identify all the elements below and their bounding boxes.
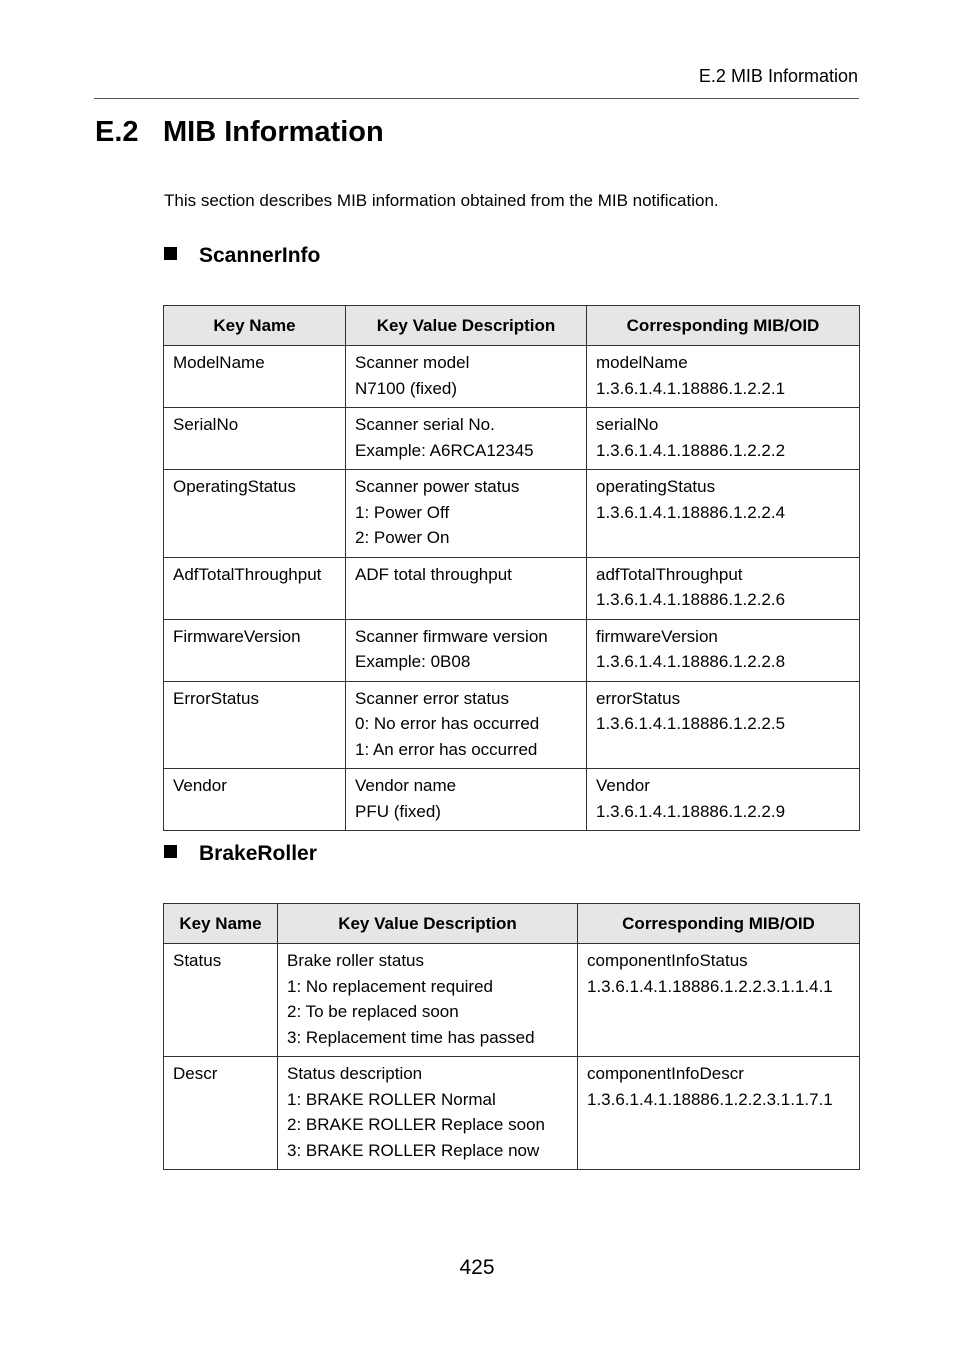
section-title [95,116,384,149]
key-value-description-cell [346,346,587,408]
cell-line: operatingStatus [596,477,716,496]
cell-line: N7100 (fixed) [355,378,458,398]
mib-oid-cell [587,557,860,619]
cell-line: Example: 0B08 [355,652,471,671]
cell-line: Scanner firmware version [355,626,548,646]
cell-line: Status description [287,1064,423,1083]
cell-line: 1: An error has occurred [355,739,538,759]
square-bullet-icon [164,247,177,260]
table-row [164,1057,860,1170]
cell-line: 1: BRAKE ROLLER Normal [287,1089,496,1109]
column-header: Key Name [164,306,346,346]
table-row [164,681,860,769]
header-divider [94,98,859,99]
column-header: Key Value Description [278,904,578,944]
key-name-cell: Status [164,944,278,1057]
key-name-cell: Vendor [164,769,346,831]
column-header: Key Name [164,904,278,944]
mib-oid-cell [587,619,860,681]
key-value-description-cell [346,619,587,681]
cell-line: Vendor [596,776,650,795]
table-header-row [164,306,860,346]
cell-line: errorStatus [596,688,681,708]
square-bullet-icon [164,845,177,858]
cell-line: Brake roller status [287,951,424,970]
cell-line: 3: Replacement time has passed [287,1027,535,1047]
cell-line: Example: A6RCA12345 [355,440,534,460]
column-header: Corresponding MIB/OID [578,904,860,944]
key-name-cell: OperatingStatus [164,470,346,558]
column-header: Corresponding MIB/OID [587,306,860,346]
key-value-description-cell [346,470,587,558]
cell-line: 1.3.6.1.4.1.18886.1.2.2.3.1.1.4.1 [587,976,833,996]
mib-oid-cell [587,408,860,470]
table-row [164,470,860,558]
cell-line: Scanner serial No. [355,415,495,434]
cell-line: 1.3.6.1.4.1.18886.1.2.2.2 [596,440,786,460]
key-name-cell: AdfTotalThroughput [164,557,346,619]
key-value-description-cell [346,408,587,470]
key-value-description-cell [278,1057,578,1170]
cell-line: 1.3.6.1.4.1.18886.1.2.2.4 [596,502,786,522]
table-row [164,557,860,619]
key-value-description-cell [278,944,578,1057]
brakeroller-heading [164,842,317,866]
cell-line: 0: No error has occurred [355,714,540,733]
scannerinfo-heading-text: ScannerInfo [199,244,321,267]
key-name-cell: ErrorStatus [164,681,346,769]
table-header-row [164,904,860,944]
running-header: E.2 MIB Information [698,66,858,86]
key-value-description-cell [346,557,587,619]
scannerinfo-table [163,305,860,831]
key-value-description-cell [346,769,587,831]
mib-oid-cell [587,681,860,769]
cell-line: firmwareVersion [596,626,718,646]
cell-line: Scanner power status [355,477,520,496]
cell-line: 2: BRAKE ROLLER Replace soon [287,1115,545,1134]
cell-line: 1: Power Off [355,502,450,522]
table-row [164,619,860,681]
key-name-cell: FirmwareVersion [164,619,346,681]
section-number: E.2 [95,116,139,148]
cell-line: componentInfoDescr [587,1064,744,1083]
brakeroller-table [163,903,860,1170]
cell-line: 1.3.6.1.4.1.18886.1.2.2.3.1.1.7.1 [587,1089,833,1109]
cell-line: 1.3.6.1.4.1.18886.1.2.2.1 [596,378,786,398]
intro-paragraph: This section describes MIB information obtained from the MIB notification. [164,191,719,210]
cell-line: 2: Power On [355,528,450,547]
column-header: Key Value Description [346,306,587,346]
cell-line: Scanner model [355,353,470,372]
cell-line: 3: BRAKE ROLLER Replace now [287,1140,540,1160]
cell-line: 1.3.6.1.4.1.18886.1.2.2.5 [596,714,786,733]
cell-line: 1.3.6.1.4.1.18886.1.2.2.9 [596,801,786,821]
brakeroller-heading-text: BrakeRoller [199,842,317,865]
mib-oid-cell [587,769,860,831]
cell-line: Vendor name [355,776,457,795]
cell-line: modelName [596,353,688,372]
cell-line: 2: To be replaced soon [287,1002,459,1021]
cell-line: 1: No replacement required [287,976,494,996]
cell-line: serialNo [596,415,659,434]
table-row [164,944,860,1057]
cell-line: Scanner error status [355,688,510,708]
key-name-cell: Descr [164,1057,278,1170]
table-row [164,346,860,408]
cell-line: 1.3.6.1.4.1.18886.1.2.2.8 [596,652,786,671]
cell-line: PFU (fixed) [355,801,441,821]
mib-oid-cell [578,1057,860,1170]
cell-line: adfTotalThroughput [596,564,743,584]
scannerinfo-heading [164,244,320,268]
page-number: 425 [459,1256,495,1279]
cell-line: ADF total throughput [355,564,512,584]
cell-line: componentInfoStatus [587,951,748,970]
mib-oid-cell [578,944,860,1057]
table-row [164,769,860,831]
mib-oid-cell [587,470,860,558]
section-title-text: MIB Information [163,116,384,148]
mib-oid-cell [587,346,860,408]
key-name-cell: SerialNo [164,408,346,470]
cell-line: 1.3.6.1.4.1.18886.1.2.2.6 [596,590,786,609]
key-name-cell: ModelName [164,346,346,408]
key-value-description-cell [346,681,587,769]
table-row [164,408,860,470]
